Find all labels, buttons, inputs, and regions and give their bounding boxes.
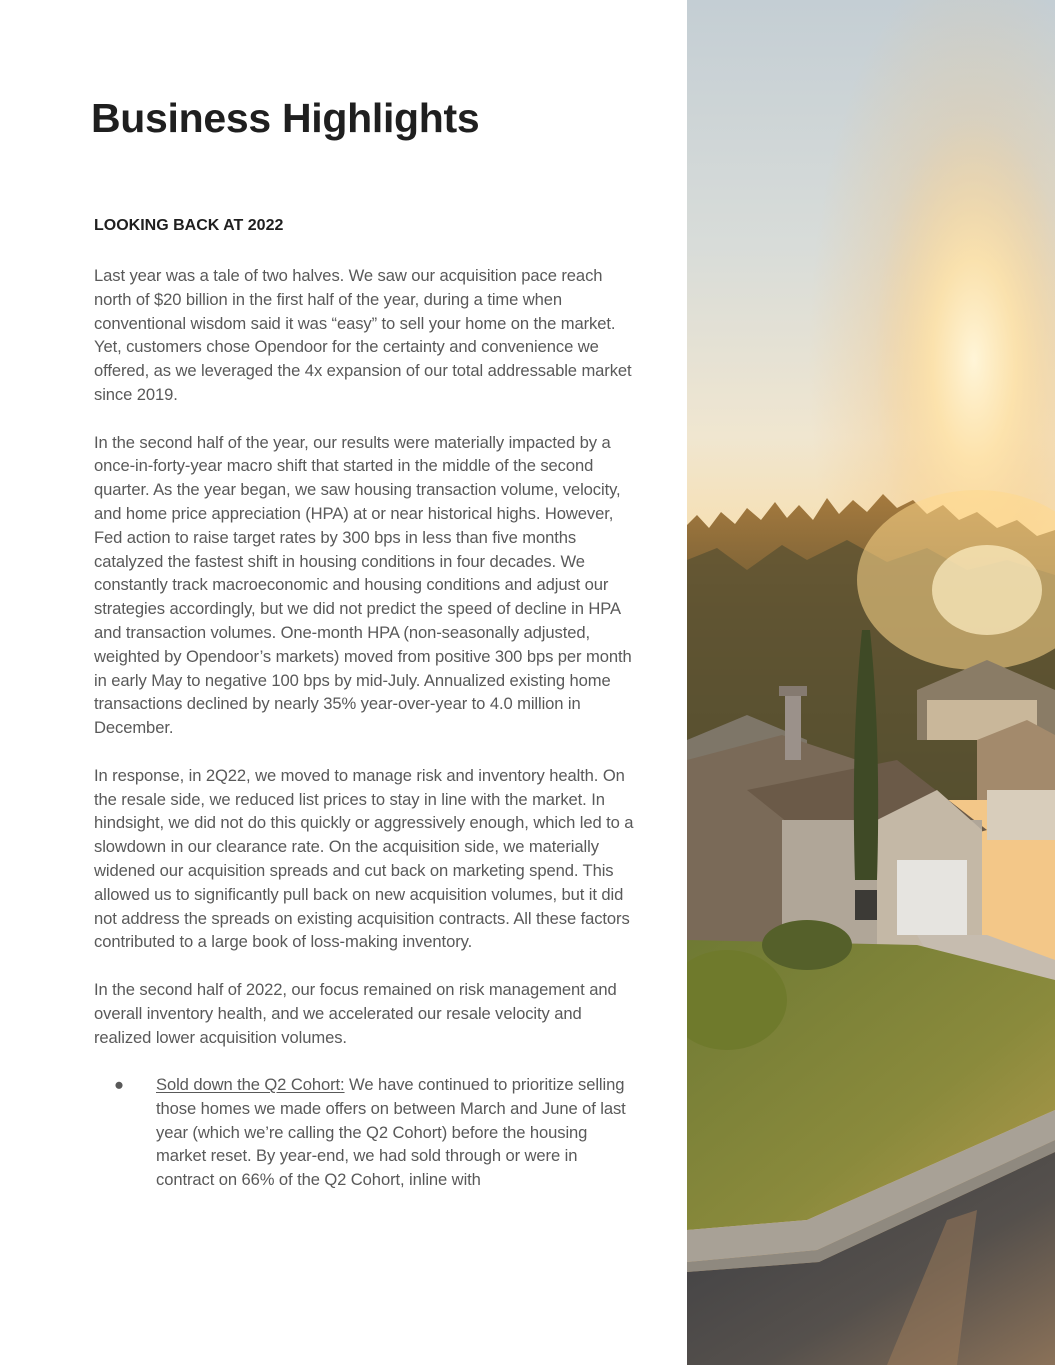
bullet-lead: Sold down the Q2 Cohort: — [156, 1075, 345, 1095]
paragraph: In response, in 2Q22, we moved to manage risk and inventory health. On the resale side, we reduced list prices to stay in line with the market. In hindsight, we did not do this quickly or aggressively enough, which led to a slowdown in our clearance rate. On the acquisition side, we materially widened our acquisition spreads and cut back on marketing spend. This allowed us to significantly pull back on new acquisition volumes, but it did not address the spreads on existing acquisition contracts. All these factors contributed to a large book of loss-making inventory. — [94, 765, 634, 952]
paragraph: In the second half of the year, our results were materially impacted by a once-in-forty-year macro shift that started in the middle of the second quarter. As the year began, we saw housing transaction volume, velocity, and home price appreciation (HPA) at or near historical highs. However, Fed action to raise target rates by 300 bps in less than five months catalyzed the fastest shift in housing conditions in four decades. We constantly track macroeconomic and housing conditions and adjust our strategies accordingly, but we did not predict the speed of decline in HPA and transaction volumes. One-month HPA (non-seasonally adjusted, weighted by Opendoor’s markets) moved from positive 300 bps per month in early May to negative 100 bps by mid-July. Annualized existing home transactions declined by nearly 35% year-over-year to 4.0 million in December. — [94, 432, 632, 738]
bullet-text: We have continued to prioritize selling those homes we made offers on between March and June of last year (which we’re calling the Q2 Cohort) before the housing market reset. By year-end, we had sold through or were in contract on 66% of the Q2 Cohort, inline with — [156, 1075, 626, 1190]
paragraph: Last year was a tale of two halves. We saw our acquisition pace reach north of $20 billion in the first half of the year, during a time when conventional wisdom said it was “easy” to sell your home on the market. Yet, customers chose Opendoor for the certainty and convenience we offered, as we leveraged the 4x expansion of our total addressable market since 2019. — [94, 266, 632, 404]
paragraph: In the second half of 2022, our focus remained on risk management and overall inventory health, and we accelerated our resale velocity and realized lower acquisition volumes. — [94, 979, 617, 1047]
bullet-icon: ● — [114, 1075, 124, 1095]
body-text — [94, 264, 634, 1192]
bullet-list — [94, 1073, 634, 1192]
list-item — [94, 1073, 634, 1192]
page-title: Business Highlights — [91, 95, 480, 141]
section-heading: LOOKING BACK AT 2022 — [94, 217, 284, 234]
neighborhood-photo — [687, 0, 1055, 1365]
